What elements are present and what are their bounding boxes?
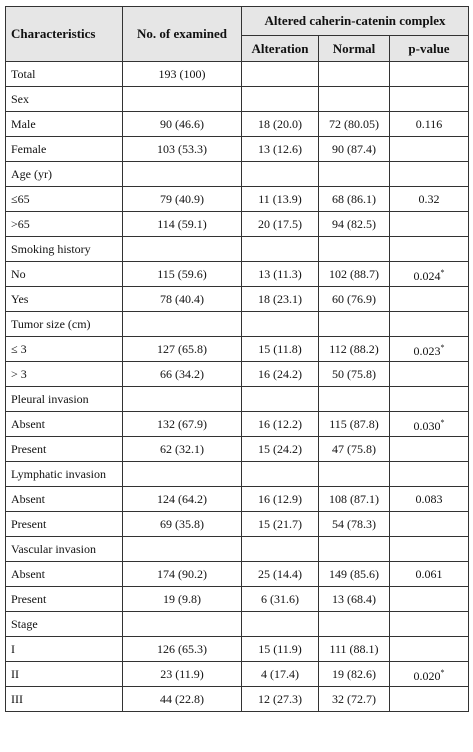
row-label: Absent	[6, 562, 123, 587]
examined-cell: 115 (59.6)	[123, 262, 242, 287]
row-label: Total	[6, 62, 123, 87]
normal-cell: 47 (75.8)	[319, 437, 390, 462]
alteration-cell: 15 (11.8)	[242, 337, 319, 362]
table-row	[6, 562, 469, 587]
header-normal: Normal	[319, 36, 390, 62]
row-label: Pleural invasion	[6, 387, 123, 412]
significance-marker: *	[440, 667, 445, 677]
pvalue-wrap	[416, 567, 443, 581]
normal-cell	[319, 62, 390, 87]
examined-cell: 127 (65.8)	[123, 337, 242, 362]
alteration-cell: 16 (12.9)	[242, 487, 319, 512]
row-label: Age (yr)	[6, 162, 123, 187]
significance-marker: *	[440, 417, 445, 427]
pvalue-cell	[390, 662, 469, 687]
table-row	[6, 337, 469, 362]
table-row	[6, 162, 469, 187]
table-row	[6, 262, 469, 287]
normal-cell: 54 (78.3)	[319, 512, 390, 537]
pvalue-cell	[390, 262, 469, 287]
examined-cell: 193 (100)	[123, 62, 242, 87]
normal-cell: 115 (87.8)	[319, 412, 390, 437]
pvalue-cell	[390, 512, 469, 537]
alteration-cell: 6 (31.6)	[242, 587, 319, 612]
table-header	[6, 7, 469, 62]
table-row	[6, 387, 469, 412]
table-row	[6, 362, 469, 387]
table-row	[6, 487, 469, 512]
row-label: Present	[6, 587, 123, 612]
row-label: Female	[6, 137, 123, 162]
table-row	[6, 462, 469, 487]
normal-cell	[319, 612, 390, 637]
row-label: Lymphatic invasion	[6, 462, 123, 487]
examined-cell: 78 (40.4)	[123, 287, 242, 312]
table-row	[6, 612, 469, 637]
row-label: ≤65	[6, 187, 123, 212]
pvalue-cell	[390, 687, 469, 712]
pvalue-text: 0.32	[418, 191, 440, 206]
normal-cell: 94 (82.5)	[319, 212, 390, 237]
alteration-cell	[242, 537, 319, 562]
normal-cell	[319, 387, 390, 412]
header-examined: No. of examined	[123, 7, 242, 62]
alteration-cell: 25 (14.4)	[242, 562, 319, 587]
examined-cell: 66 (34.2)	[123, 362, 242, 387]
pvalue-cell	[390, 412, 469, 437]
table-row	[6, 662, 469, 687]
alteration-cell: 16 (24.2)	[242, 362, 319, 387]
alteration-cell: 18 (20.0)	[242, 112, 319, 137]
normal-cell: 32 (72.7)	[319, 687, 390, 712]
table-row	[6, 687, 469, 712]
normal-cell: 19 (82.6)	[319, 662, 390, 687]
normal-cell	[319, 462, 390, 487]
examined-cell: 126 (65.3)	[123, 637, 242, 662]
alteration-cell: 15 (24.2)	[242, 437, 319, 462]
pvalue-cell	[390, 312, 469, 337]
pvalue-cell	[390, 237, 469, 262]
alteration-cell: 12 (27.3)	[242, 687, 319, 712]
examined-cell: 23 (11.9)	[123, 662, 242, 687]
pvalue-cell	[390, 162, 469, 187]
table-row	[6, 287, 469, 312]
examined-cell	[123, 312, 242, 337]
normal-cell: 50 (75.8)	[319, 362, 390, 387]
table-row	[6, 212, 469, 237]
examined-cell: 62 (32.1)	[123, 437, 242, 462]
row-label: Sex	[6, 87, 123, 112]
pvalue-wrap	[419, 192, 440, 206]
pvalue-cell	[390, 212, 469, 237]
examined-cell	[123, 537, 242, 562]
pvalue-text: 0.024	[413, 268, 441, 283]
row-label: >65	[6, 212, 123, 237]
normal-cell: 13 (68.4)	[319, 587, 390, 612]
row-label: > 3	[6, 362, 123, 387]
alteration-cell	[242, 237, 319, 262]
examined-cell: 69 (35.8)	[123, 512, 242, 537]
alteration-cell	[242, 162, 319, 187]
normal-cell: 102 (88.7)	[319, 262, 390, 287]
alteration-cell: 4 (17.4)	[242, 662, 319, 687]
table-row	[6, 537, 469, 562]
alteration-cell	[242, 312, 319, 337]
pvalue-cell	[390, 587, 469, 612]
examined-cell	[123, 612, 242, 637]
examined-cell	[123, 462, 242, 487]
examined-cell: 90 (46.6)	[123, 112, 242, 137]
row-label: No	[6, 262, 123, 287]
table-row	[6, 587, 469, 612]
pvalue-wrap	[416, 492, 443, 506]
pvalue-wrap	[414, 419, 445, 433]
pvalue-cell	[390, 562, 469, 587]
table-row	[6, 637, 469, 662]
header-group: Altered caherin-catenin complex	[242, 7, 469, 36]
pvalue-text: 0.023	[413, 343, 441, 358]
row-label: Yes	[6, 287, 123, 312]
alteration-cell	[242, 462, 319, 487]
examined-cell: 19 (9.8)	[123, 587, 242, 612]
examined-cell: 124 (64.2)	[123, 487, 242, 512]
table-row	[6, 237, 469, 262]
examined-cell	[123, 162, 242, 187]
row-label: Tumor size (cm)	[6, 312, 123, 337]
pvalue-wrap	[414, 669, 445, 683]
table-row	[6, 312, 469, 337]
row-label: Absent	[6, 412, 123, 437]
pvalue-cell	[390, 462, 469, 487]
significance-marker: *	[440, 342, 445, 352]
pvalue-cell	[390, 487, 469, 512]
pvalue-text: 0.116	[415, 116, 443, 131]
normal-cell	[319, 237, 390, 262]
pvalue-text: 0.061	[415, 566, 443, 581]
header-alteration: Alteration	[242, 36, 319, 62]
header-characteristics: Characteristics	[6, 7, 123, 62]
examined-cell: 79 (40.9)	[123, 187, 242, 212]
alteration-cell	[242, 612, 319, 637]
alteration-cell: 13 (11.3)	[242, 262, 319, 287]
normal-cell: 149 (85.6)	[319, 562, 390, 587]
alteration-cell	[242, 62, 319, 87]
pvalue-cell	[390, 187, 469, 212]
examined-cell: 103 (53.3)	[123, 137, 242, 162]
examined-cell: 114 (59.1)	[123, 212, 242, 237]
row-label: I	[6, 637, 123, 662]
pvalue-cell	[390, 537, 469, 562]
pvalue-cell	[390, 637, 469, 662]
alteration-cell: 13 (12.6)	[242, 137, 319, 162]
row-label: Smoking history	[6, 237, 123, 262]
characteristics-table	[5, 6, 469, 712]
pvalue-cell	[390, 62, 469, 87]
row-label: Absent	[6, 487, 123, 512]
row-label: Present	[6, 437, 123, 462]
table-row	[6, 112, 469, 137]
examined-cell	[123, 237, 242, 262]
normal-cell	[319, 312, 390, 337]
pvalue-cell	[390, 287, 469, 312]
table-row	[6, 412, 469, 437]
pvalue-text: 0.083	[415, 491, 443, 506]
alteration-cell	[242, 387, 319, 412]
row-label: Vascular invasion	[6, 537, 123, 562]
pvalue-text: 0.020	[413, 668, 441, 683]
pvalue-cell	[390, 612, 469, 637]
normal-cell: 72 (80.05)	[319, 112, 390, 137]
alteration-cell	[242, 87, 319, 112]
row-label: Stage	[6, 612, 123, 637]
normal-cell: 90 (87.4)	[319, 137, 390, 162]
pvalue-cell	[390, 137, 469, 162]
normal-cell: 111 (88.1)	[319, 637, 390, 662]
examined-cell	[123, 387, 242, 412]
pvalue-wrap	[416, 117, 443, 131]
pvalue-cell	[390, 387, 469, 412]
row-label: Present	[6, 512, 123, 537]
pvalue-cell	[390, 437, 469, 462]
table-row	[6, 62, 469, 87]
normal-cell	[319, 537, 390, 562]
pvalue-cell	[390, 337, 469, 362]
alteration-cell: 18 (23.1)	[242, 287, 319, 312]
normal-cell	[319, 87, 390, 112]
table-row	[6, 437, 469, 462]
pvalue-wrap	[414, 344, 445, 358]
table-row	[6, 137, 469, 162]
alteration-cell: 15 (21.7)	[242, 512, 319, 537]
row-label: III	[6, 687, 123, 712]
normal-cell	[319, 162, 390, 187]
alteration-cell: 11 (13.9)	[242, 187, 319, 212]
normal-cell: 60 (76.9)	[319, 287, 390, 312]
pvalue-wrap	[414, 269, 445, 283]
normal-cell: 108 (87.1)	[319, 487, 390, 512]
table-row	[6, 187, 469, 212]
pvalue-cell	[390, 87, 469, 112]
examined-cell	[123, 87, 242, 112]
table-row	[6, 512, 469, 537]
row-label: Male	[6, 112, 123, 137]
alteration-cell: 15 (11.9)	[242, 637, 319, 662]
examined-cell: 132 (67.9)	[123, 412, 242, 437]
alteration-cell: 20 (17.5)	[242, 212, 319, 237]
alteration-cell: 16 (12.2)	[242, 412, 319, 437]
normal-cell: 68 (86.1)	[319, 187, 390, 212]
pvalue-cell	[390, 362, 469, 387]
row-label: ≤ 3	[6, 337, 123, 362]
pvalue-text: 0.030	[413, 418, 441, 433]
significance-marker: *	[440, 267, 445, 277]
pvalue-cell	[390, 112, 469, 137]
examined-cell: 174 (90.2)	[123, 562, 242, 587]
table-body	[6, 62, 469, 712]
table-row	[6, 87, 469, 112]
examined-cell: 44 (22.8)	[123, 687, 242, 712]
row-label: II	[6, 662, 123, 687]
header-pvalue: p-value	[390, 36, 469, 62]
normal-cell: 112 (88.2)	[319, 337, 390, 362]
